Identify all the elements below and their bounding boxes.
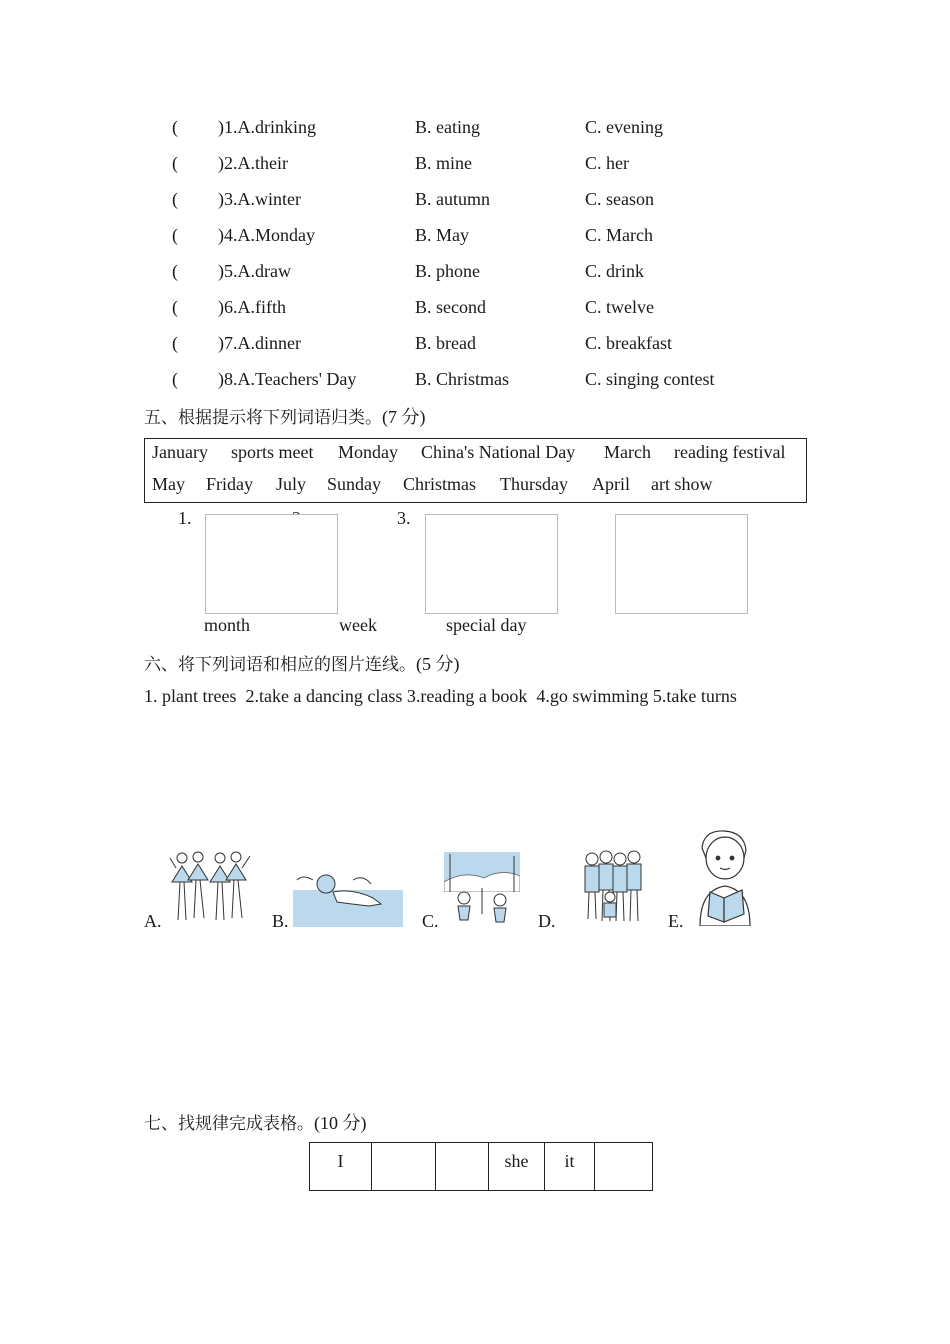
option-a: )8.A.Teachers' Day — [218, 369, 357, 389]
table-cell-blank[interactable] — [372, 1143, 436, 1191]
answer-blank[interactable]: ( — [172, 189, 178, 209]
table-cell-blank[interactable] — [436, 1143, 489, 1191]
answer-box-week[interactable] — [425, 514, 558, 614]
section-title-cn: 五、根据提示将下列词语归类。 — [144, 408, 382, 428]
option-b: B. phone — [415, 261, 480, 281]
option-a: )4.A.Monday — [218, 225, 315, 245]
picture-letter: D. — [538, 911, 556, 931]
swimming-picture[interactable] — [293, 870, 403, 927]
option-b: B. Christmas — [415, 369, 510, 389]
category-label: special day — [446, 615, 527, 635]
section-5-title — [144, 403, 426, 429]
pronoun-table — [309, 1142, 653, 1191]
word: January — [152, 442, 208, 462]
section-title-cn: 六、将下列词语和相应的图片连线。 — [144, 655, 416, 675]
take-turns-picture[interactable] — [574, 849, 648, 927]
word: sports meet — [231, 442, 314, 462]
question-row — [0, 189, 950, 219]
option-b: B. autumn — [415, 189, 490, 209]
option-c: C. season — [585, 189, 654, 209]
section-score: (10 分) — [314, 1113, 367, 1133]
question-row — [0, 261, 950, 291]
option-c: C. evening — [585, 117, 663, 137]
picture-letter: B. — [272, 911, 289, 931]
option-a: )1.A.drinking — [218, 117, 316, 137]
plant-trees-picture[interactable] — [444, 852, 520, 927]
section-7-title — [144, 1109, 367, 1135]
answer-blank[interactable]: ( — [172, 297, 178, 317]
word: Sunday — [327, 474, 381, 494]
reading-book-picture[interactable] — [694, 828, 756, 926]
dancing-class-picture[interactable] — [168, 848, 254, 928]
word: Christmas — [403, 474, 477, 494]
option-a: )6.A.fifth — [218, 297, 286, 317]
word: reading festival — [674, 442, 786, 462]
table-cell-blank[interactable] — [595, 1143, 653, 1191]
picture-letter: E. — [668, 911, 684, 931]
option-b: B. bread — [415, 333, 476, 353]
question-row — [0, 153, 950, 183]
category-label: week — [339, 615, 377, 635]
option-c: C. breakfast — [585, 333, 672, 353]
option-b: B. mine — [415, 153, 472, 173]
section-title-cn: 七、找规律完成表格。 — [144, 1114, 314, 1134]
question-row — [0, 369, 950, 399]
option-a: )2.A.their — [218, 153, 288, 173]
option-c: C. twelve — [585, 297, 654, 317]
question-row — [0, 225, 950, 255]
section-6-title — [144, 650, 460, 676]
question-row — [0, 333, 950, 363]
option-c: C. March — [585, 225, 653, 245]
word-bank — [144, 438, 807, 503]
answer-blank[interactable]: ( — [172, 369, 178, 389]
word: March — [604, 442, 651, 462]
table-cell: it — [545, 1143, 595, 1191]
section-score: (5 分) — [416, 654, 460, 674]
option-b: B. second — [415, 297, 486, 317]
phrase-list: 1. plant trees 2.take a dancing class 3.reading a book 4.go swimming 5.take turns — [144, 686, 737, 706]
word: art show — [651, 474, 713, 494]
word: Friday — [206, 474, 253, 494]
box-number: 3. — [397, 508, 411, 528]
option-a: )3.A.winter — [218, 189, 301, 209]
answer-blank[interactable]: ( — [172, 117, 178, 137]
answer-blank[interactable]: ( — [172, 225, 178, 245]
option-a: )5.A.draw — [218, 261, 291, 281]
category-label: month — [204, 615, 251, 635]
answer-blank[interactable]: ( — [172, 261, 178, 281]
word: April — [592, 474, 630, 494]
table-cell: she — [489, 1143, 545, 1191]
question-row — [0, 297, 950, 327]
box-number: 1. — [178, 508, 192, 528]
option-b: B. eating — [415, 117, 480, 137]
option-c: C. singing contest — [585, 369, 715, 389]
option-a: )7.A.dinner — [218, 333, 301, 353]
word: China's National Day — [421, 442, 576, 462]
picture-letter: A. — [144, 911, 162, 931]
section-score: (7 分) — [382, 407, 426, 427]
answer-box-special-day[interactable] — [615, 514, 748, 614]
word: May — [152, 474, 185, 494]
answer-blank[interactable]: ( — [172, 333, 178, 353]
option-c: C. her — [585, 153, 629, 173]
word: Thursday — [500, 474, 568, 494]
picture-letter: C. — [422, 911, 439, 931]
answer-box-month[interactable] — [205, 514, 338, 614]
question-row — [0, 117, 950, 147]
word: July — [276, 474, 307, 494]
option-c: C. drink — [585, 261, 645, 281]
answer-blank[interactable]: ( — [172, 153, 178, 173]
word: Monday — [338, 442, 398, 462]
option-b: B. May — [415, 225, 469, 245]
table-cell: I — [310, 1143, 372, 1191]
